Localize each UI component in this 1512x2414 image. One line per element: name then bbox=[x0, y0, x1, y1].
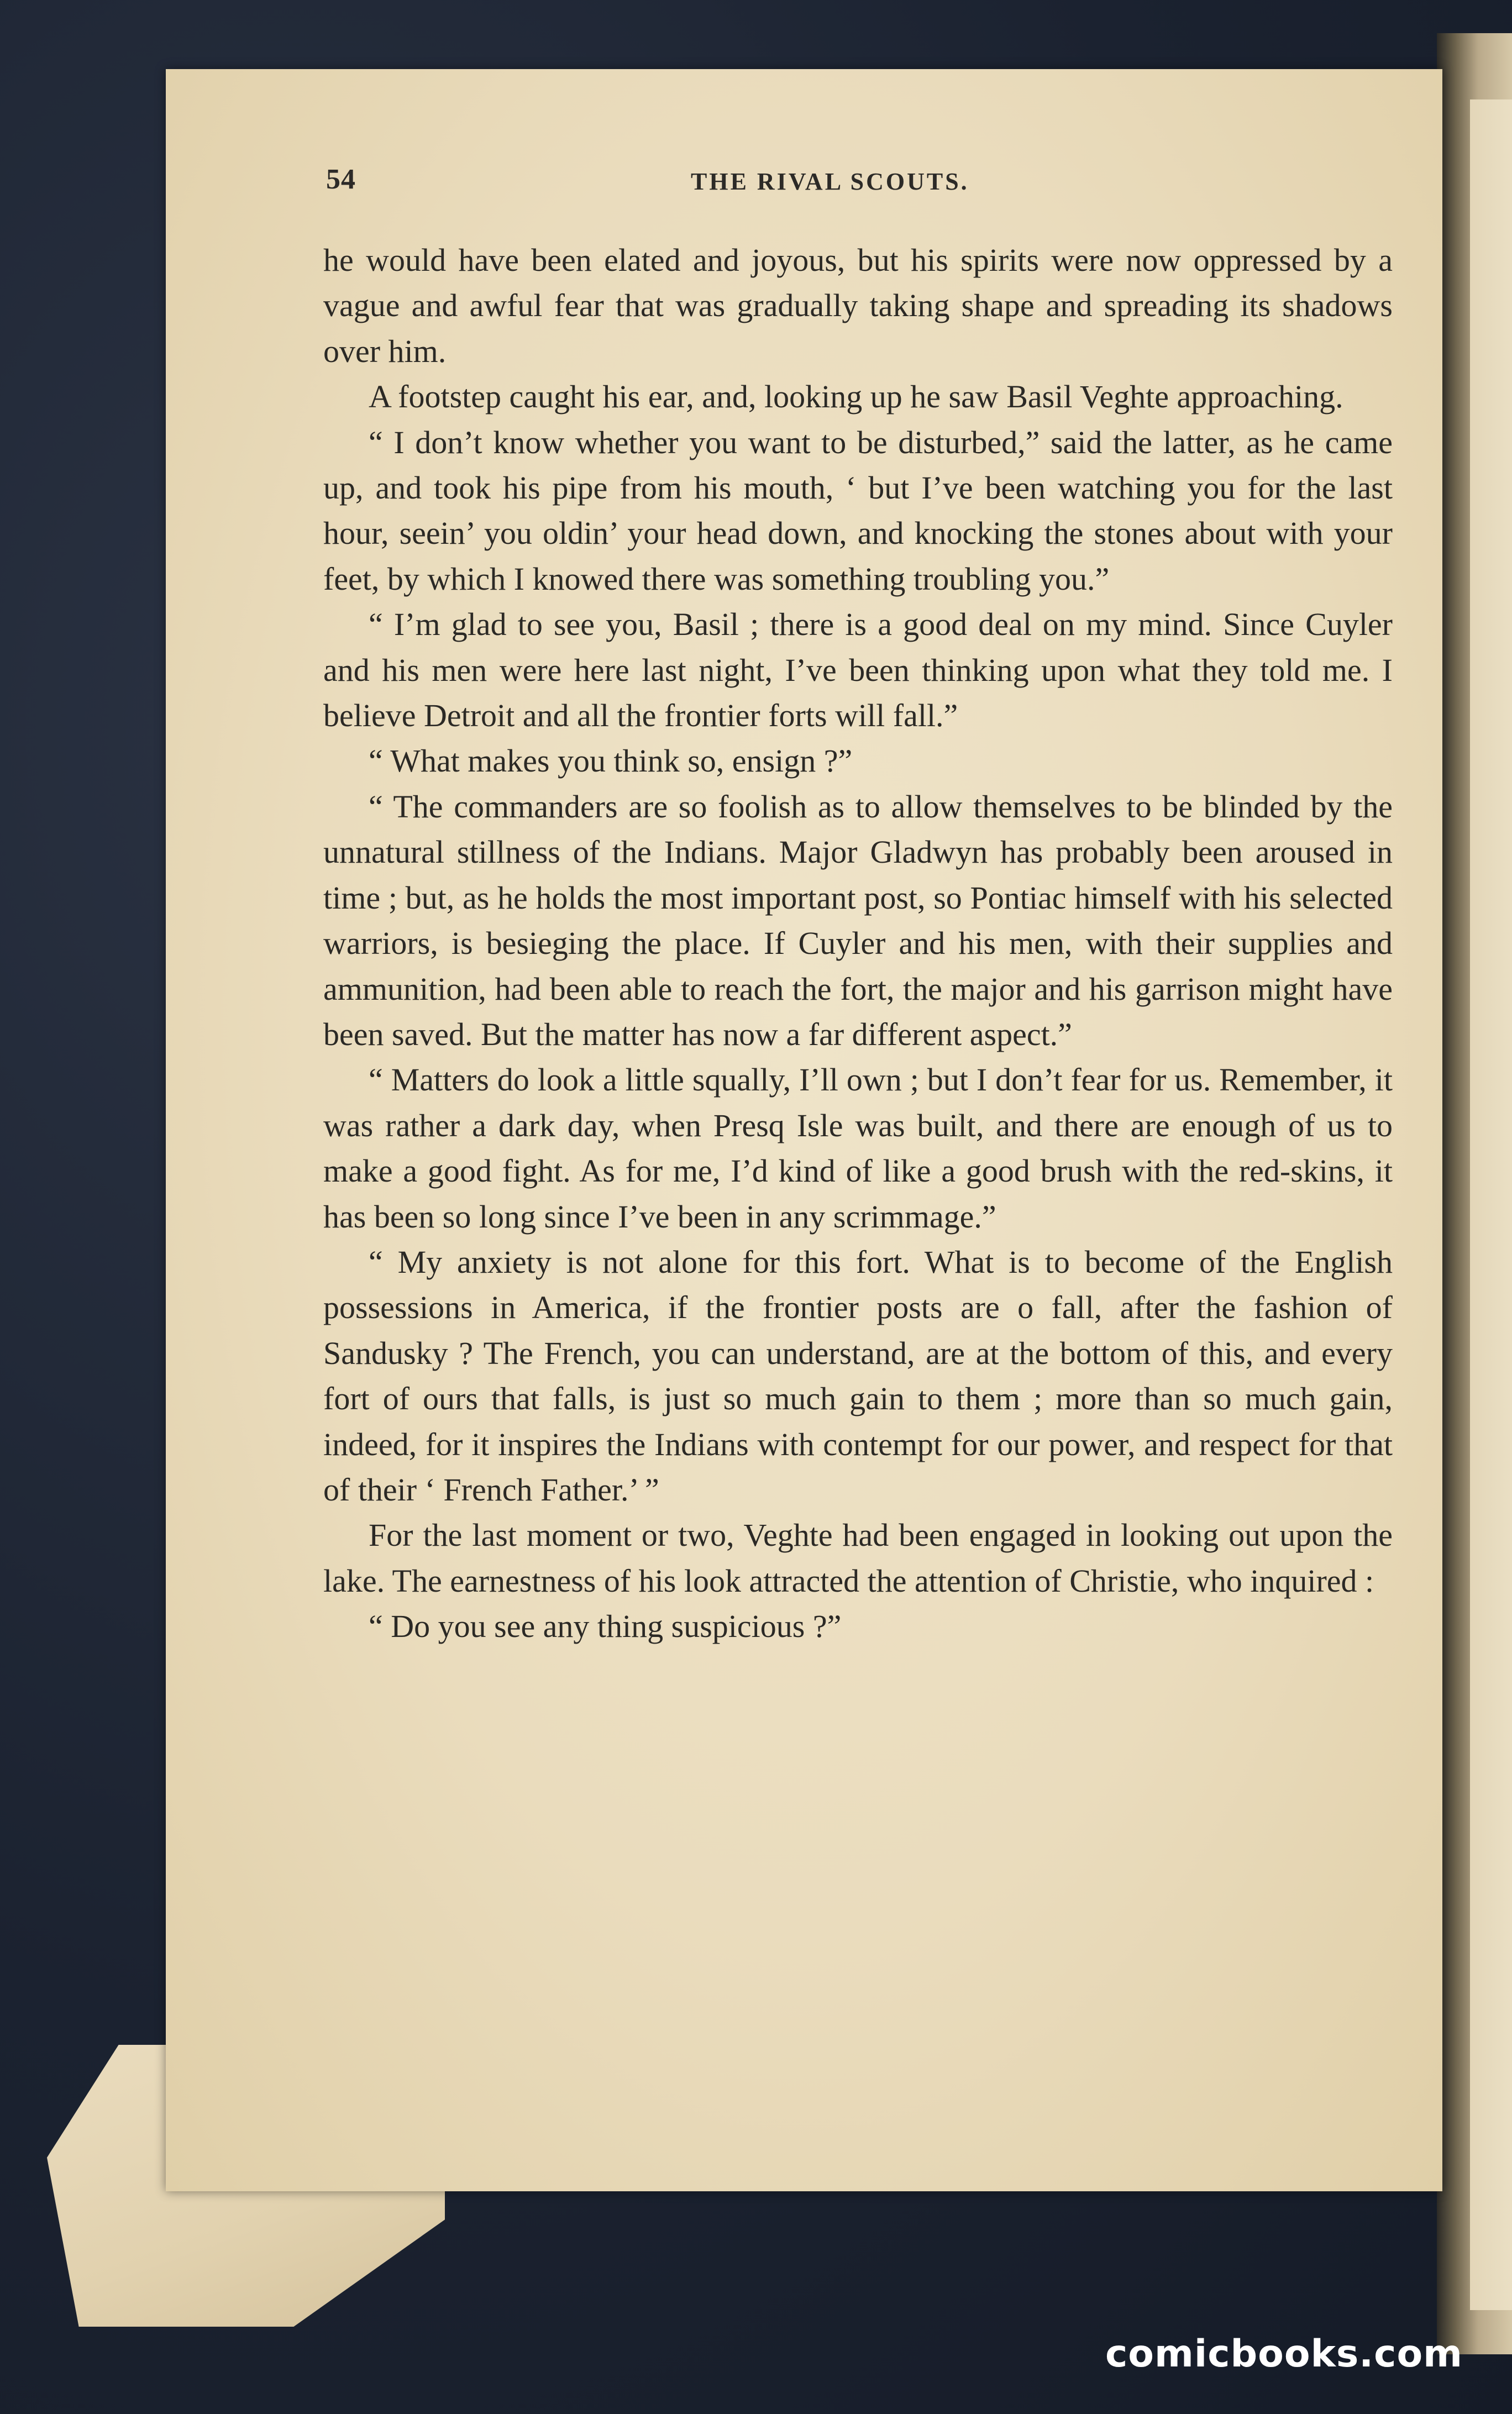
paragraph: “ What makes you think so, ensign ?” bbox=[369, 743, 853, 779]
adjacent-page-paper bbox=[1470, 99, 1512, 2310]
site-watermark: comicbooks.com bbox=[1105, 2332, 1463, 2376]
running-title: THE RIVAL SCOUTS. bbox=[691, 168, 969, 195]
paragraph: “ My anxiety is not alone for this fort. What is to become of the English possessions in America, if the frontier posts are o fall, after the fashion of Sandusky ? The French, you can understand, are at the bottom of this, and every fort of ours that falls, is just so much gain to them ; more than so much gain, indeed, for it inspires the Indians with contempt for our power, and respect for that of their ‘ French Father.’ ” bbox=[323, 1243, 1393, 1508]
paragraph: he would have been elated and joyous, but his spirits were now oppressed by a vague and awful fear that was gradually taking shape and spreading its shadows over him. bbox=[323, 242, 1393, 369]
paragraph: For the last moment or two, Veghte had been engaged in looking out upon the lake. The earnestness of his look attracted the attention of Christie, who inquired : bbox=[323, 1517, 1393, 1599]
page-header bbox=[160, 163, 1376, 207]
paragraph: “ I’m glad to see you, Basil ; there is a good deal on my mind. Since Cuyler and his men were here last night, I’ve been thinking upon what they told me. I believe Detroit and all the frontier forts will fall.” bbox=[323, 606, 1393, 734]
paragraph: A footstep caught his ear, and, looking up he saw Basil Veghte approaching. bbox=[369, 379, 1343, 415]
paragraph: “ Do you see any thing suspicious ?” bbox=[369, 1608, 842, 1645]
paragraph: “ I don’t know whether you want to be disturbed,” said the latter, as he came up, and took his pipe from his mouth, ‘ but I’ve been watching you for the last hour, seein’ you oldin’ your head down, and knocking the stones about with your feet, by which I knowed there was something troubling you.” bbox=[323, 424, 1393, 597]
body-text bbox=[323, 238, 1393, 1650]
paragraph: “ The commanders are so foolish as to allow themselves to be blinded by the unnatural stillness of the Indians. Major Gladwyn has probably been aroused in time ; but, as he holds the most important post, so Pontiac himself with his selected warriors, is besieging the place. If Cuyler and his men, with their supplies and ammunition, had been able to reach the fort, the major and his garrison might have been saved. But the matter has now a far different aspect.” bbox=[323, 788, 1393, 1052]
page-number: 54 bbox=[326, 164, 356, 195]
paragraph: “ Matters do look a little squally, I’ll own ; but I don’t fear for us. Remember, it was rather a dark day, when Presq Isle was built, and there are enough of us to make a good fight. As for me, I’d kind of like a good brush with the red-skins, it has been so long since I’ve been in any scrimmage.” bbox=[323, 1062, 1393, 1235]
